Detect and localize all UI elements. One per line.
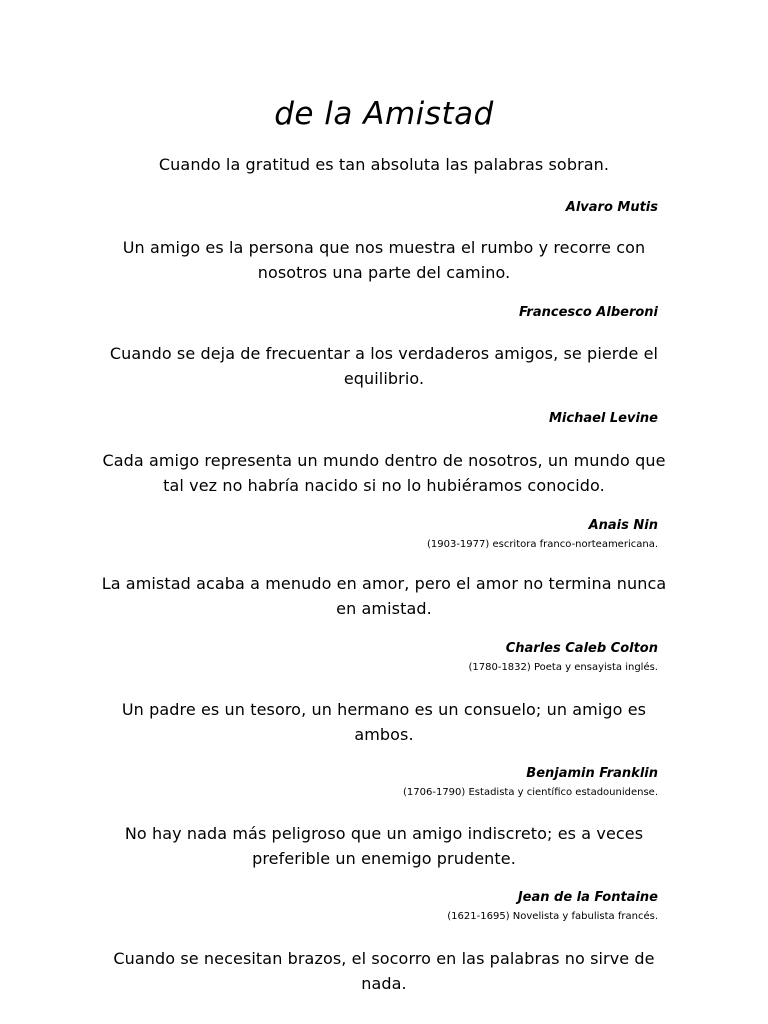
quote-text: Un amigo es la persona que nos muestra el rumbo y recorre con nosotros una parte del camino. xyxy=(122,238,646,282)
quote-author: Francesco Alberoni xyxy=(518,305,658,320)
quote-author: Jean de la Fontaine xyxy=(517,890,658,905)
quote-text: Cada amigo representa un mundo dentro de nosotros, un mundo que tal vez no habría nacido si no lo hubiéramos conocido. xyxy=(102,451,666,495)
quote-author-bio: (1903-1977) escritora franco-norteamericana. xyxy=(426,539,658,550)
quote-text: Cuando se deja de frecuentar a los verdaderos amigos, se pierde el equilibrio. xyxy=(109,344,659,388)
page-title: de la Amistad xyxy=(274,96,494,132)
quote-text: La amistad acaba a menudo en amor, pero el amor no termina nunca en amistad. xyxy=(101,574,667,618)
quote-text: Un padre es un tesoro, un hermano es un consuelo; un amigo es ambos. xyxy=(121,700,647,744)
quote-author: Michael Levine xyxy=(548,411,658,426)
quote-text: No hay nada más peligroso que un amigo indiscreto; es a veces preferible un enemigo prudente. xyxy=(124,824,644,868)
quote-author-bio: (1621-1695) Novelista y fabulista francés. xyxy=(447,911,658,922)
quote-author: Alvaro Mutis xyxy=(565,200,658,215)
quote-author: Charles Caleb Colton xyxy=(505,641,658,656)
quote-author-bio: (1706-1790) Estadista y científico estadounidense. xyxy=(403,787,658,798)
quote-author-bio: (1780-1832) Poeta y ensayista inglés. xyxy=(468,662,658,673)
quote-author: Benjamin Franklin xyxy=(526,766,658,781)
quote-text: Cuando la gratitud es tan absoluta las palabras sobran. xyxy=(158,155,610,174)
quote-text: Cuando se necesitan brazos, el socorro en las palabras no sirve de nada. xyxy=(113,949,655,993)
quote-author: Anais Nin xyxy=(588,518,658,533)
